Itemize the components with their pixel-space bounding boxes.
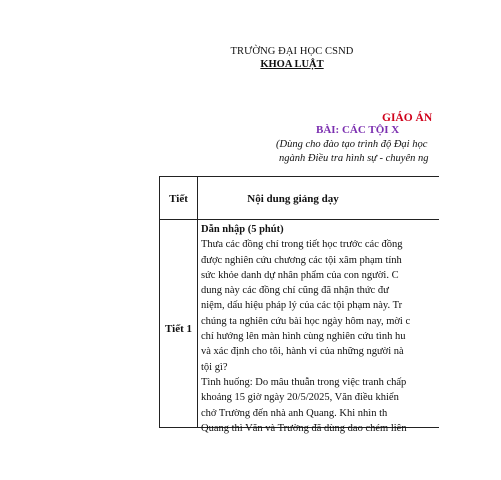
table-row-period: Tiết 1 xyxy=(165,323,192,335)
content-line: sức khỏe danh dự nhân phẩm của con người. C xyxy=(201,269,399,281)
content-line: và xác định cho tôi, hành vi của những người nà xyxy=(201,346,404,358)
content-line: chúng ta nghiên cứu bài học ngày hôm nay, mời c xyxy=(201,315,411,327)
column-header-period: Tiết xyxy=(169,193,188,205)
lesson-table xyxy=(159,176,439,434)
content-line: chí hướng lên màn hình cùng nghiên cứu tình hu xyxy=(201,331,406,343)
table-header-divider xyxy=(160,219,439,220)
content-line: Tình huống: Do mâu thuẫn trong việc tranh chấp xyxy=(201,376,407,388)
scope-note-line-1: (Dùng cho đào tạo trình độ Đại học xyxy=(276,139,428,150)
content-line: tội gì? xyxy=(201,361,228,373)
intro-heading: Dẫn nhập (5 phút) xyxy=(201,224,284,235)
table-row-content xyxy=(201,222,501,436)
content-line: chở Trường đến nhà anh Quang. Khi nhìn th xyxy=(201,407,388,419)
scope-note-line-2: ngành Điều tra hình sự - chuyên ng xyxy=(279,153,429,164)
content-line: niệm, dấu hiệu pháp lý của các tội phạm này. Tr xyxy=(201,300,403,312)
content-line: khoảng 15 giờ ngày 20/5/2025, Văn điều khiển xyxy=(201,392,399,404)
school-name: TRƯỜNG ĐẠI HỌC CSND xyxy=(230,46,354,57)
content-line: Quang thì Văn và Trường đã dùng dao chém liên xyxy=(201,422,407,434)
content-line: dung này các đồng chí cũng đã nhận thức đư xyxy=(201,285,389,297)
table-column-divider xyxy=(197,177,198,427)
content-line: được nghiên cứu chương các tội xâm phạm tính xyxy=(201,254,402,266)
plan-title: GIÁO ÁN xyxy=(382,112,433,124)
faculty-name xyxy=(220,58,364,71)
lesson-title: BÀI: CÁC TỘI X xyxy=(316,124,400,136)
column-header-content: Nội dung giảng dạy xyxy=(247,193,339,205)
content-line: Thưa các đồng chí trong tiết học trước các đồng xyxy=(201,239,403,251)
faculty-name-text: KHOA LUẬT xyxy=(260,59,324,70)
